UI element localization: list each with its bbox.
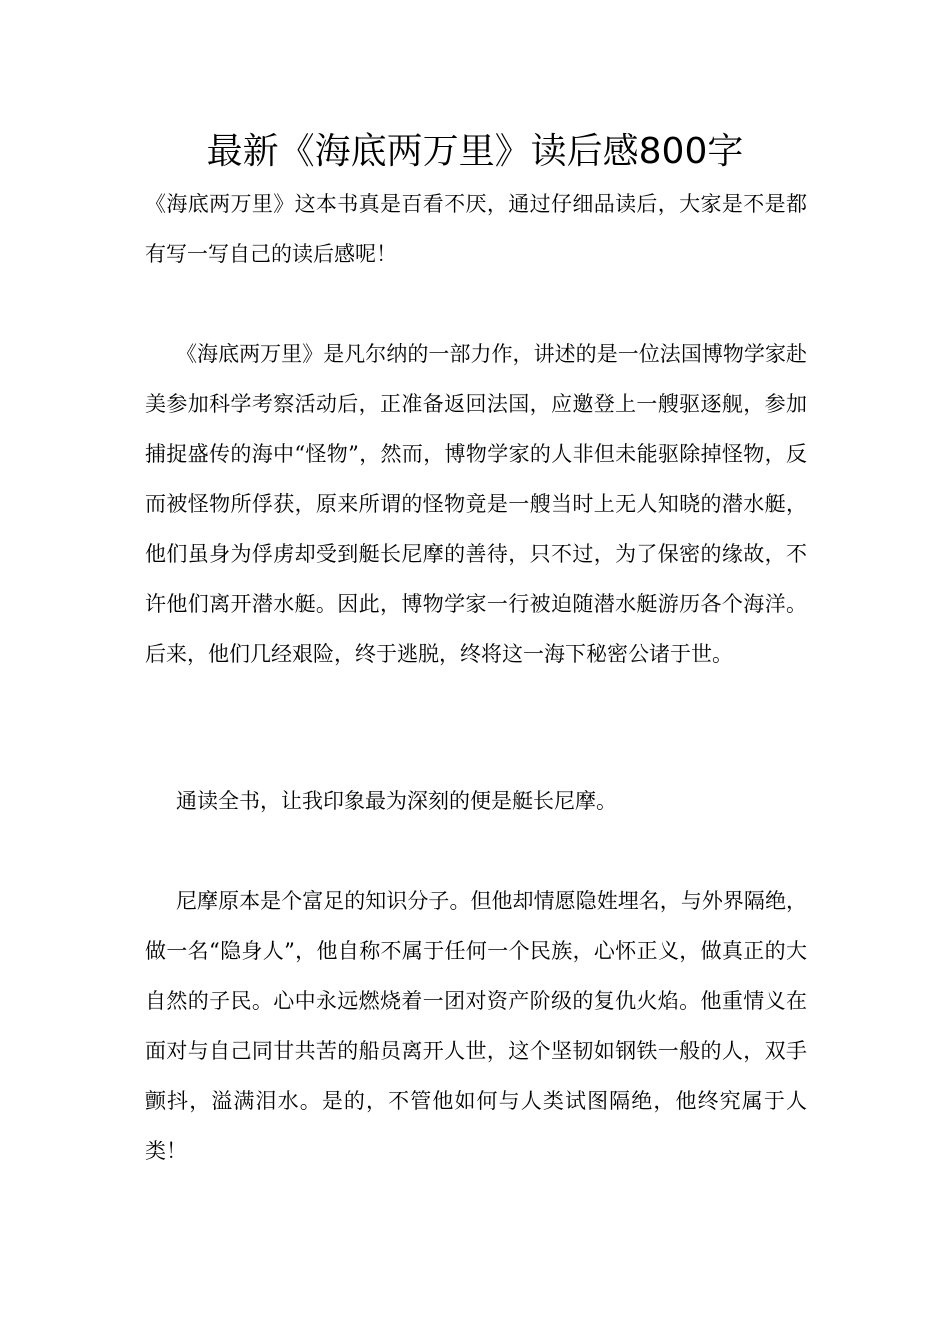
paragraph-impression: 通读全书，让我印象最为深刻的便是艇长尼摩。 xyxy=(176,789,617,813)
paragraph-nemo: 尼摩原本是个富足的知识分子。但他却情愿隐姓埋名，与外界隔绝，做一名“隐身人”，他自称不属于任何一个民族，心怀正义，做真正的大自然的子民。心中永远燃烧着一团对资产阶级的复仇火焰。他重情义在面对与自己同甘共苦的船员离开人世，这个坚韧如钢铁一般的人，双手颤抖，溢满泪水。是的，不管他如何与人类试图隔绝，他终究属于人类！ xyxy=(145,889,807,1163)
paragraph-intro: 《海底两万里》这本书真是百看不厌，通过仔细品读后，大家是不是都有写一写自己的读后感呢！ xyxy=(145,192,807,266)
document-title: 最新《海底两万里》读后感800字 xyxy=(206,131,744,172)
paragraph-plot-summary: 《海底两万里》是凡尔纳的一部力作，讲述的是一位法国博物学家赴美参加科学考察活动后，正准备返回法国，应邀登上一艘驱逐舰，参加捕捉盛传的海中“怪物”，然而，博物学家的人非但未能驱除掉怪物，反而被怪物所俘获，原来所谓的怪物竟是一艘当时上无人知晓的潜水艇，他们虽身为俘虏却受到艇长尼摩的善待，只不过，为了保密的缘故，不许他们离开潜水艇。因此，博物学家一行被迫随潜水艇游历各个海洋。后来，他们几经艰险，终于逃脱，终将这一海下秘密公诸于世。 xyxy=(145,342,807,666)
